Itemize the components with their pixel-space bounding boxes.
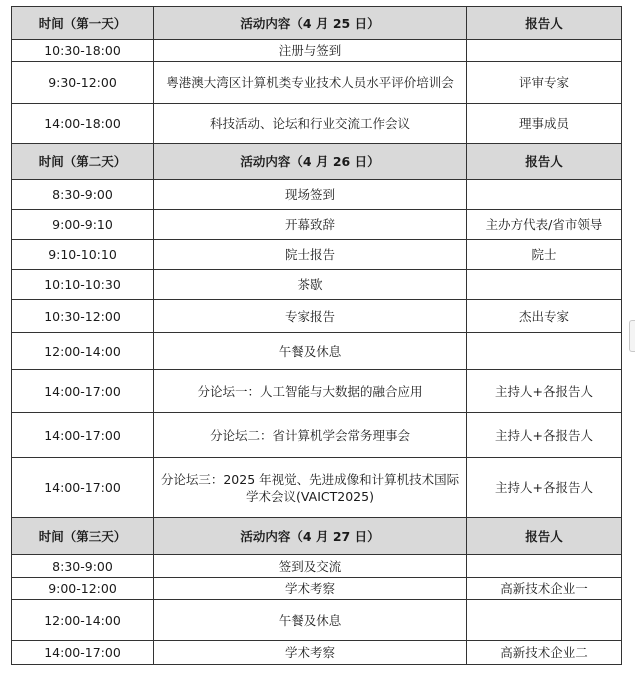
table-row [12,300,622,333]
table-row [12,40,622,62]
reporter-cell: 主持人+各报告人 [467,370,622,413]
table-row [12,104,622,144]
reporter-cell: 高新技术企业二 [467,641,622,665]
time-cell: 10:30-18:00 [12,40,154,62]
time-cell: 8:30-9:00 [12,555,154,578]
activity-cell: 院士报告 [154,240,467,270]
reporter-cell [467,270,622,300]
activity-cell: 签到及交流 [154,555,467,578]
time-cell: 9:00-9:10 [12,210,154,240]
activity-cell: 分论坛一：人工智能与大数据的融合应用 [154,370,467,413]
table-row [12,210,622,240]
header-time: 时间（第一天） [12,7,154,40]
time-cell: 9:00-12:00 [12,578,154,600]
header-time: 时间（第三天） [12,518,154,555]
table-row [12,240,622,270]
table-row [12,600,622,641]
reporter-cell [467,600,622,641]
reporter-cell: 院士 [467,240,622,270]
activity-cell: 现场签到 [154,180,467,210]
activity-cell: 学术考察 [154,578,467,600]
reporter-cell: 评审专家 [467,62,622,104]
reporter-cell: 主持人+各报告人 [467,458,622,518]
activity-cell: 茶歇 [154,270,467,300]
reporter-cell: 主办方代表/省市领导 [467,210,622,240]
day1-header-row [12,7,622,40]
time-cell: 10:10-10:30 [12,270,154,300]
reporter-cell: 杰出专家 [467,300,622,333]
activity-cell: 午餐及休息 [154,333,467,370]
table-row [12,370,622,413]
time-cell: 10:30-12:00 [12,300,154,333]
time-cell: 9:30-12:00 [12,62,154,104]
table-row [12,333,622,370]
time-cell: 14:00-18:00 [12,104,154,144]
header-activity: 活动内容（4 月 27 日） [154,518,467,555]
activity-cell: 注册与签到 [154,40,467,62]
reporter-cell [467,40,622,62]
activity-cell: 分论坛二：省计算机学会常务理事会 [154,413,467,458]
table-row [12,270,622,300]
time-cell: 12:00-14:00 [12,600,154,641]
header-activity: 活动内容（4 月 26 日） [154,144,467,180]
header-reporter: 报告人 [467,144,622,180]
day2-header-row [12,144,622,180]
reporter-cell [467,555,622,578]
header-reporter: 报告人 [467,518,622,555]
reporter-cell: 主持人+各报告人 [467,413,622,458]
table-row [12,413,622,458]
table-row [12,62,622,104]
day3-header-row [12,518,622,555]
table-row [12,555,622,578]
reporter-cell: 高新技术企业一 [467,578,622,600]
activity-cell: 科技活动、论坛和行业交流工作会议 [154,104,467,144]
activity-cell: 午餐及休息 [154,600,467,641]
header-reporter: 报告人 [467,7,622,40]
activity-cell: 粤港澳大湾区计算机类专业技术人员水平评价培训会 [154,62,467,104]
header-time: 时间（第二天） [12,144,154,180]
time-cell: 12:00-14:00 [12,333,154,370]
schedule-table [11,6,622,665]
reporter-cell: 理事成员 [467,104,622,144]
table-row [12,180,622,210]
time-cell: 14:00-17:00 [12,413,154,458]
activity-cell: 专家报告 [154,300,467,333]
reporter-cell [467,180,622,210]
time-cell: 14:00-17:00 [12,641,154,665]
time-cell: 14:00-17:00 [12,370,154,413]
time-cell: 9:10-10:10 [12,240,154,270]
table-row [12,641,622,665]
header-activity: 活动内容（4 月 25 日） [154,7,467,40]
table-row [12,458,622,518]
time-cell: 8:30-9:00 [12,180,154,210]
activity-cell: 学术考察 [154,641,467,665]
reporter-cell [467,333,622,370]
activity-cell: 开幕致辞 [154,210,467,240]
activity-cell: 分论坛三：2025 年视觉、先进成像和计算机技术国际学术会议(VAICT2025) [154,458,467,518]
side-scroll-handle[interactable] [629,320,635,352]
table-row [12,578,622,600]
time-cell: 14:00-17:00 [12,458,154,518]
